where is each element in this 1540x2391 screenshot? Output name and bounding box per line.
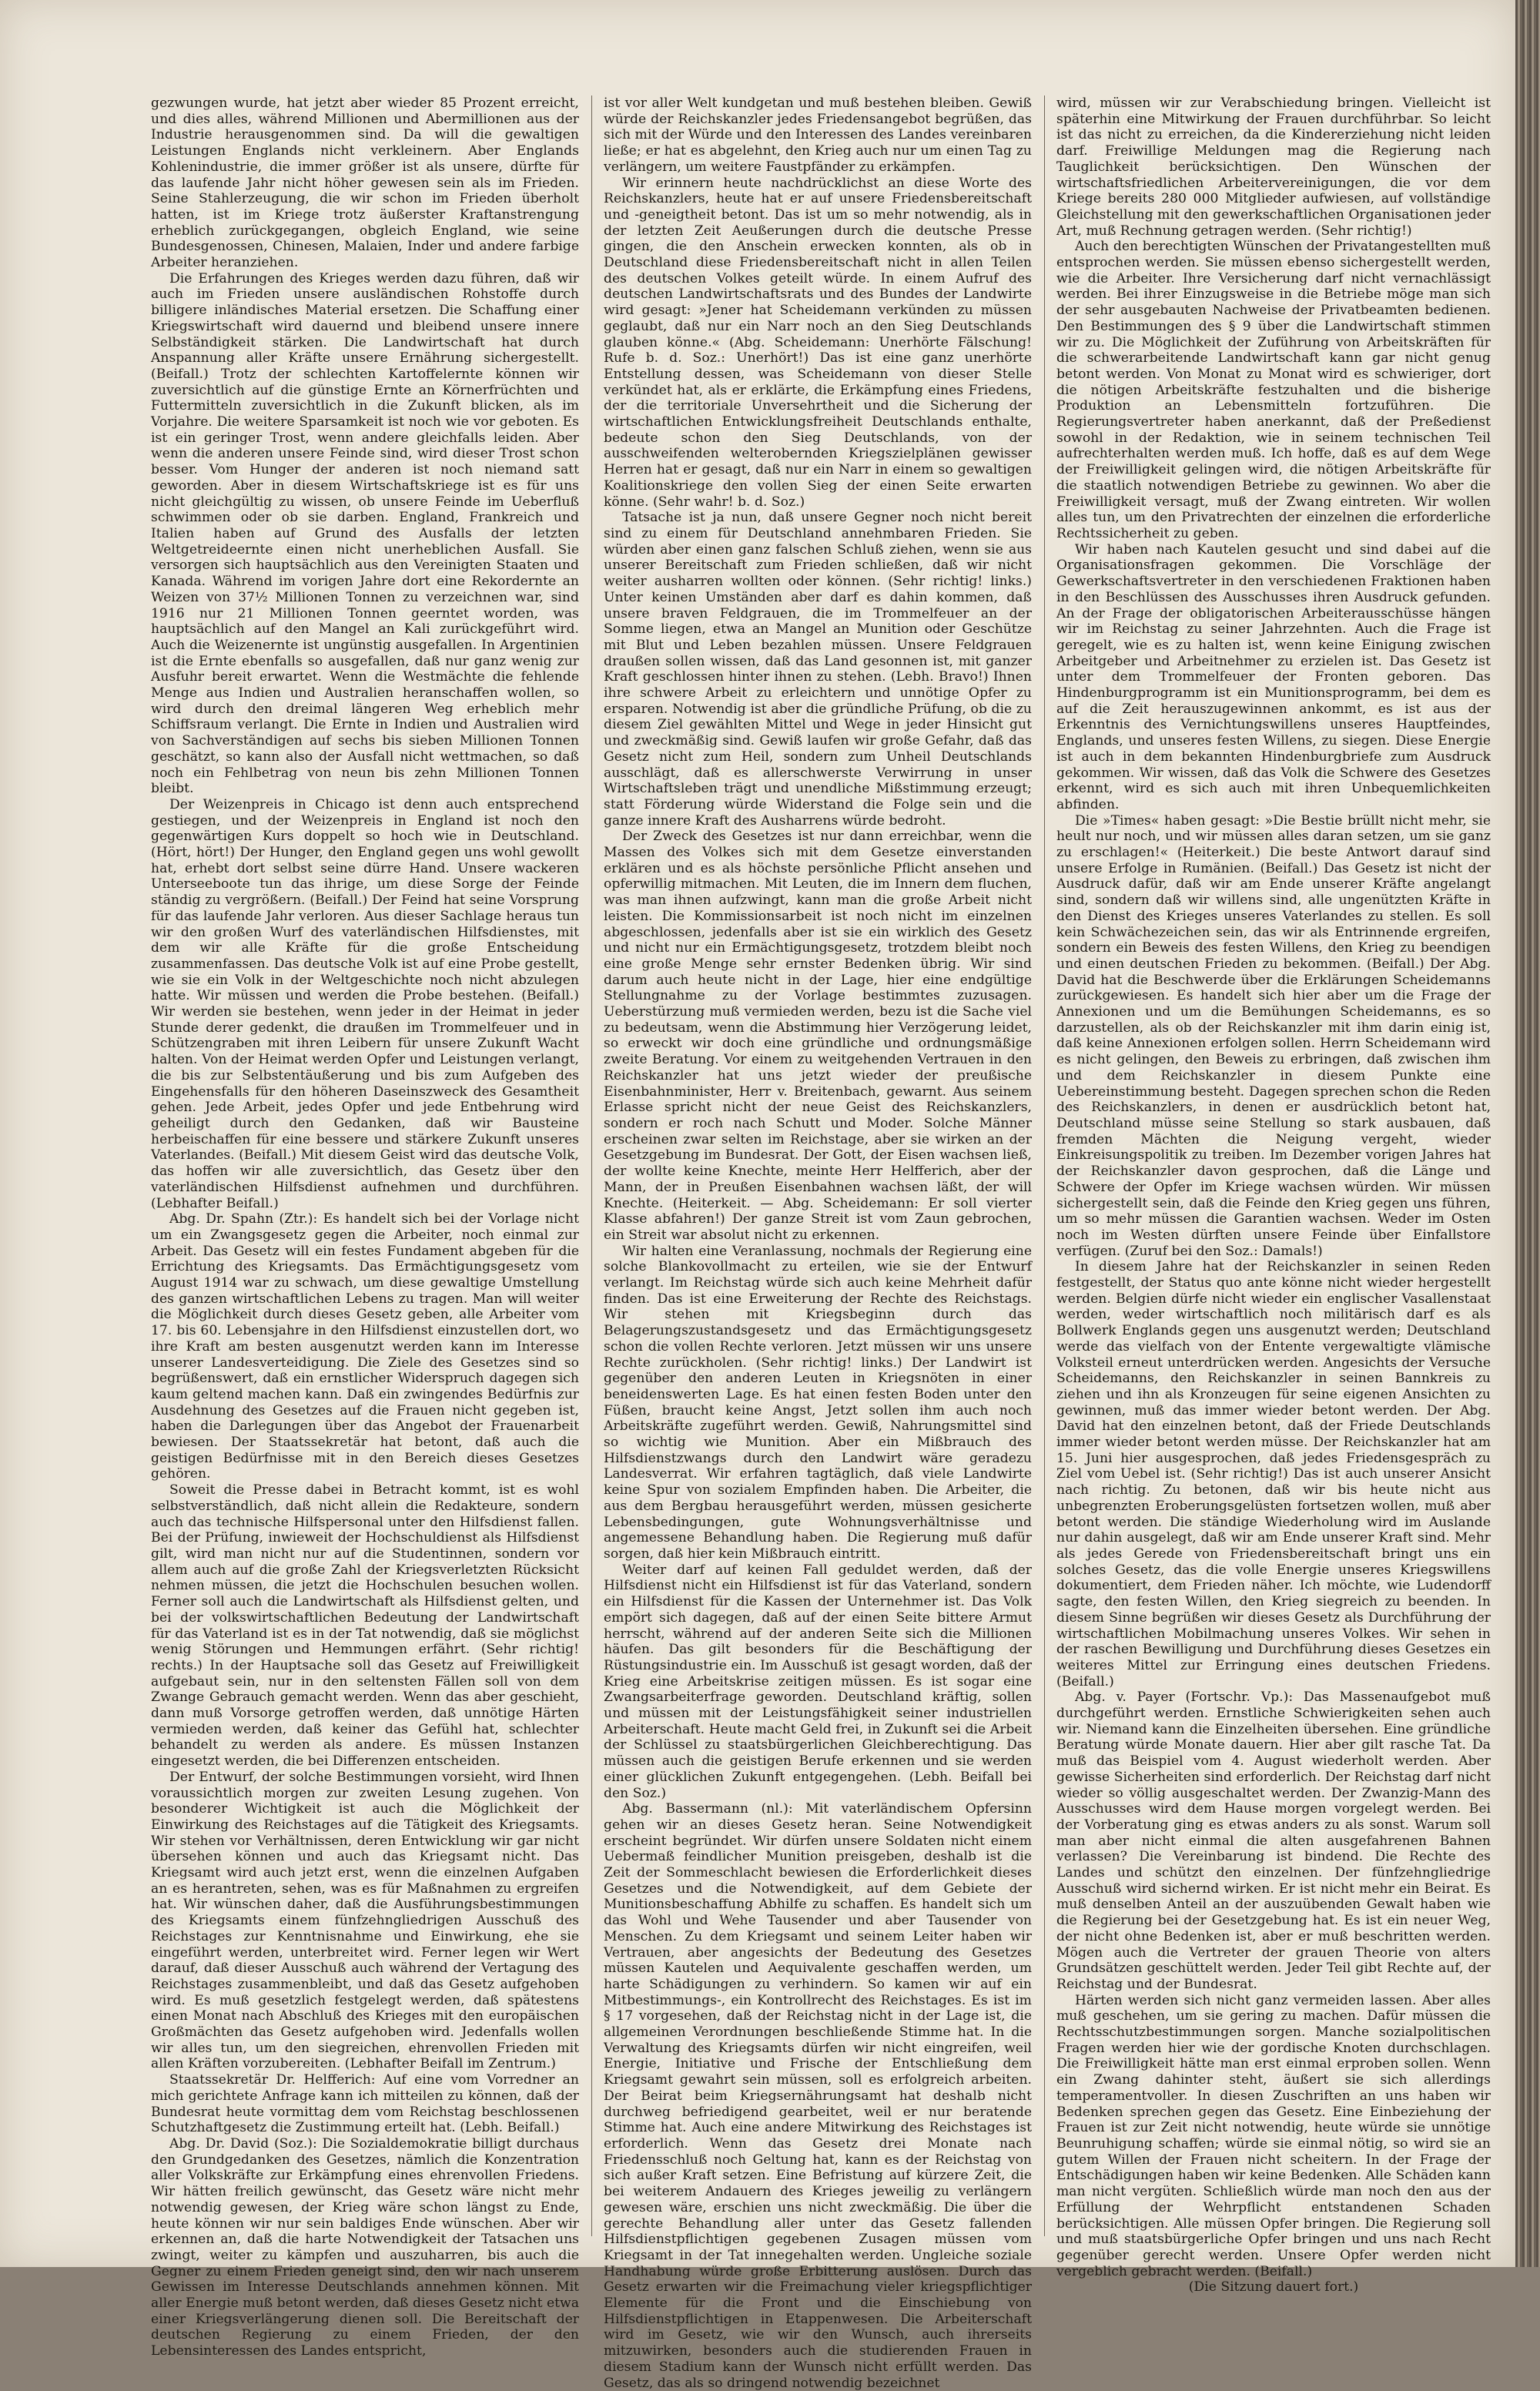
column-2 (604, 95, 1032, 2391)
paragraph: Staatssekretär Dr. Helfferich: Auf eine vom Vorredner an mich gerichtete Anfrage kann ich mitteilen zu können, daß der Bundesrat heute vormittag dem vom Reichstag beschlossenen Schutzhaftgesetz die Zustimmung erteilt hat. (Lebh. Beifall.) (151, 2072, 579, 2136)
paragraph: wird, müssen wir zur Verabschiedung bringen. Vielleicht ist späterhin eine Mitwirkung der Frauen durchführbar. So leicht ist das nicht zu erreichen, da die Kindererziehung nicht leiden darf. Freiwillige Meldungen mag die Regierung nach Tauglichkeit berücksichtigen. Den Wünschen der wirtschaftsfriedlichen Arbeitervereinigungen, die vor dem Kriege bereits 280 000 Mitglieder aufwiesen, auf vollständige Gleichstellung mit den gewerkschaftlichen Organisationen jeder Art, muß Rechnung getragen werden. (Sehr richtig!) (1056, 95, 1491, 239)
paragraph: Der Zweck des Gesetzes ist nur dann erreichbar, wenn die Massen des Volkes sich mit dem Gesetze einverstanden erklären und es als höchste persönliche Pflicht ansehen und opferwillig mitmachen. Mit Leuten, die im Innern dem fluchen, was man ihnen aufzwingt, kann man die große Arbeit nicht leisten. Die Kommissionsarbeit ist noch nicht im einzelnen abgeschlossen, jedenfalls aber ist sie ein wirklich des Gesetz und nicht nur ein Ermächtigungsgesetz, trotzdem bleibt noch eine große Menge sehr ernster Bedenken übrig. Wir sind darum auch heute nicht in der Lage, hier eine endgültige Stellungnahme zu der Vorlage bestimmtes zuzusagen. Ueberstürzung muß vermieden werden, bezu ist die Sache viel zu bedeutsam, wenn die Abstimmung hier Verzögerung leidet, so erweckt wir doch eine gründliche und ordnungsmäßige zweite Beratung. Vor einem zu weitgehenden Vertrauen in den Reichskanzler hat uns jetzt wieder der preußische Eisenbahnminister, Herr v. Breitenbach, gewarnt. Aus seinem Erlasse spricht nicht der neue Geist des Reichskanzlers, sondern er roch nach Schutt und Moder. Solche Männer erscheinen zwar selten im Reichstage, aber sie wirken an der Gesetzgebung im Bundesrat. Der Gott, der Eisen wachsen ließ, der wollte keine Knechte, meinte Herr Helfferich, aber der Mann, der in Preußen Eisenbahnen wachsen läßt, der will Knechte. (Heiterkeit. — Abg. Scheidemann: Er soll vierter Klasse abfahren!) Der ganze Streit ist vom Zaun gebrochen, ein Streit war absolut nicht zu erkennen. (604, 829, 1032, 1243)
column-1 (151, 95, 579, 2359)
paragraph: Weiter darf auf keinen Fall geduldet werden, daß der Hilfsdienst nicht ein Hilfsdienst ist für das Vaterland, sondern ein Hilfsdienst für die Kassen der Unternehmer ist. Das Volk empört sich dagegen, daß auf der einen Seite bittere Armut herrscht, während auf der anderen Seite sich die Millionen häufen. Das gilt besonders für die Beschäftigung der Rüstungsindustrie ein. Im Ausschuß ist gesagt worden, daß der Krieg eine Arbeitskrise zeitigen müssen. Es ist sogar eine Zwangsarbeiterfrage geworden. Deutschland kräftig, sollen und müssen mit der Leistungsfähigkeit seiner industriellen Arbeiterschaft. Heute macht Geld frei, in Zukunft sei die Arbeit der Schlüssel zu staatsbürgerlichen Gleichberechtigung. Das müssen auch die geistigen Berufe erkennen und sie werden einer glücklichen Zukunft entgegengehen. (Lebh. Beifall bei den Soz.) (604, 1562, 1032, 1801)
paragraph: Wir halten eine Veranlassung, nochmals der Regierung eine solche Blankovollmacht zu erteilen, wie sie der Entwurf verlangt. Im Reichstag würde sich auch keine Mehrheit dafür finden. Das ist eine Erweiterung der Rechte des Reichstags. Wir stehen mit Kriegsbeginn durch das Belagerungszustandsgesetz und das Ermächtigungsgesetz schon die vollen Rechte verloren. Jetzt müssen wir uns unsere Rechte zurückholen. (Sehr richtig! links.) Der Landwirt ist gegenüber den anderen Leuten in Kriegsnöten in einer beneidenswerten Lage. Es hat einen festen Boden unter den Füßen, braucht keine Angst, Jetzt sollen ihm auch noch Arbeitskräfte zugeführt werden. Gewiß, Nahrungsmittel sind so wichtig wie Munition. Aber ein Mißbrauch des Hilfsdienstzwangs durch den Landwirt wäre geradezu Landesverrat. Wir erfahren tagtäglich, daß viele Landwirte keine Spur von sozialem Empfinden haben. Die Arbeiter, die aus dem Bergbau herausgeführt werden, müssen gesicherte Lebensbedingungen, gute Wohnungsverhältnisse und angemessene Behandlung haben. Die Regierung muß dafür sorgen, daß hier kein Mißbrauch eintritt. (604, 1243, 1032, 1562)
paragraph: Wir haben nach Kautelen gesucht und sind dabei auf die Organisationsfragen gekommen. Die Vorschläge der Gewerkschaftsvertreter in den verschiedenen Fraktionen haben in den Beschlüssen des Ausschusses ihren Ausdruck gefunden. An der Frage der obligatorischen Arbeiterausschüsse hängen wir im Reichstag zu seiner Jahrzehnten. Auch die Frage ist geregelt, wie es zu halten ist, wenn keine Einigung zwischen Arbeitgeber und Arbeitnehmer zu erzielen ist. Das Gesetz ist unter dem Trommelfeuer der Fronten geboren. Das Hindenburgprogramm ist ein Munitionsprogramm, bei dem es auf die Zeit herauszugewinnen ankommt, es ist aus der Erkenntnis des Vernichtungswillens unseres Hauptfeindes, Englands, und unseres festen Willens, zu siegen. Diese Energie ist auch in dem bekannten Hindenburgbriefe zum Ausdruck gekommen. Wir wissen, daß das Volk die Schwere des Gesetzes erkennt, wird es sich auch mit ihren Unbequemlichkeiten abfinden. (1056, 541, 1491, 812)
paragraph: Tatsache ist ja nun, daß unsere Gegner noch nicht bereit sind zu einem für Deutschland annehmbaren Frieden. Sie würden aber einen ganz falschen Schluß ziehen, wenn sie aus unserer Bereitschaft zum Frieden schließen, daß wir nicht weiter ausharren wollten oder können. (Sehr richtig! links.) Unter keinen Umständen aber darf es dahin kommen, daß unsere braven Feldgrauen, die im Trommelfeuer an der Somme liegen, etwa an Mangel an Munition oder Geschütze mit Blut und Leben bezahlen müssen. Unsere Feldgrauen draußen sollen wissen, daß das Land gesonnen ist, mit ganzer Kraft geschlossen hinter ihnen zu stehen. (Lebh. Bravo!) Ihnen ihre schwere Arbeit zu erleichtern und unnötige Opfer zu ersparen. Notwendig ist aber die gründliche Prüfung, ob die zu diesem Ziel gewählten Mittel und Wege in jeder Hinsicht gut und zweckmäßig sind. Gewiß laufen wir große Gefahr, daß das Gesetz nicht zum Heil, sondern zum Unheil Deutschlands ausschlägt, daß es allerschwerste Verwirrung in unser Wirtschaftsleben trägt und unendliche Mißstimmung erzeugt; statt Förderung würde Widerstand die Folge sein und die ganze innere Kraft des Ausharrens würde bedroht. (604, 510, 1032, 829)
paragraph: Die Erfahrungen des Krieges werden dazu führen, daß wir auch im Frieden unsere ausländischen Rohstoffe durch billigere inländisches Material ersetzen. Die Schaffung einer Kriegswirtschaft wird dauernd und bleibend unsere innere Selbständigkeit stärken. Die Landwirtschaft hat durch Anspannung aller Kräfte unsere Ernährung sichergestellt. (Beifall.) Trotz der schlechten Kartoffelernte können wir zuversichtlich auf die günstige Ernte an Körnerfrüchten und Futtermitteln zuversichtlich in die Zukunft blicken, als im Vorjahre. Die weitere Sparsamkeit ist noch wie vor geboten. Es ist ein geringer Trost, wenn andere gleichfalls leiden. Aber wenn die anderen unsere Feinde sind, wird dieser Trost schon besser. Vom Hunger der anderen ist noch niemand satt geworden. Aber in diesem Wirtschaftskriege ist es für uns nicht gleichgültig zu wissen, ob unsere Feinde im Ueberfluß schwimmen oder ob sie darben. England, Frankreich und Italien haben auf Grund des Ausfalls der letzten Weltgetreideernte einen nicht unerheblichen Ausfall. Sie versorgen sich hauptsächlich aus den Vereinigten Staaten und Kanada. Während im vorigen Jahre dort eine Rekordernte an Weizen von 37½ Millionen Tonnen zu verzeichnen war, sind 1916 nur 21 Millionen Tonnen geerntet worden, was hauptsächlich auf den Mangel an Kali zurückgeführt wird. Auch die Weizenernte ist ungünstig ausgefallen. In Argentinien ist die Ernte ebenfalls so ausgefallen, daß nur ganz wenig zur Ausfuhr bereit erwartet. Wenn die Westmächte die fehlende Menge aus Indien und Australien heranschaffen wollen, so wird durch den dreimal längeren Weg erheblich mehr Schiffsraum verlangt. Die Ernte in Indien und Australien wird von Sachverständigen auf sechs bis sieben Millionen Tonnen geschätzt, so kann also der Ausfall nicht wettmachen, so daß noch ein Fehlbetrag von neun bis zehn Millionen Tonnen bleibt. (151, 270, 579, 797)
paragraph: Soweit die Presse dabei in Betracht kommt, ist es wohl selbstverständlich, daß nicht allein die Redakteure, sondern auch das technische Hilfspersonal unter den Hilfsdienst fallen. Bei der Prüfung, inwieweit der Hochschuldienst als Hilfsdienst gilt, wird man nicht nur auf die Studentinnen, sondern vor allem auch auf die große Zahl der Kriegsverletzten Rücksicht nehmen müssen, die jetzt die Hochschulen besuchen wollen. Ferner soll auch die Landwirtschaft als Hilfsdienst gelten, und bei der volkswirtschaftlichen Bedeutung der Landwirtschaft für das Vaterland ist es in der Tat notwendig, daß sie möglichst wenig Störungen und Hemmungen erfährt. (Sehr richtig! rechts.) In der Hauptsache soll das Gesetz auf Freiwilligkeit aufgebaut sein, nur in den seltensten Fällen soll von dem Zwange Gebrauch gemacht werden. Wenn das aber geschieht, dann muß Vorsorge getroffen werden, daß unnötige Härten vermieden werden, daß keiner das Gefühl hat, schlechter behandelt zu werden als andere. Es müssen Instanzen eingesetzt werden, die bei Differenzen entscheiden. (151, 1482, 579, 1770)
paragraph: Der Entwurf, der solche Bestimmungen vorsieht, wird Ihnen voraussichtlich morgen zur zweiten Lesung zugehen. Von besonderer Wichtigkeit ist auch die Möglichkeit der Einwirkung des Reichstages auf die Tätigkeit des Kriegsamts. Wir stehen vor Verhältnissen, deren Entwicklung wir gar nicht übersehen können und auch das Kriegsamt nicht. Das Kriegsamt wird auch jetzt erst, wenn die einzelnen Aufgaben an es herantreten, sehen, was es für Maßnahmen zu ergreifen hat. Wir wünschen daher, daß die Ausführungsbestimmungen des Kriegsamts einem fünfzehngliedrigen Ausschuß des Reichstages zur Kenntnisnahme und Einwirkung, ehe sie eingeführt werden, unterbreitet wird. Ferner legen wir Wert darauf, daß dieser Ausschuß auch während der Vertagung des Reichstages zusammenbleibt, und daß das Gesetz aufgehoben wird. Es muß gesetzlich festgelegt werden, daß spätestens einen Monat nach Abschluß des Krieges mit den europäischen Großmächten das Gesetz aufgehoben wird. Jedenfalls wollen wir alles tun, um den siegreichen, ehrenvollen Frieden mit allen Kräften vorzubereiten. (Lebhafter Beifall im Zentrum.) (151, 1769, 579, 2072)
paragraph: ist vor aller Welt kundgetan und muß bestehen bleiben. Gewiß würde der Reichskanzler jedes Friedensangebot begrüßen, das sich mit der Würde und den Interessen des Landes vereinbaren ließe; er hat es abgelehnt, den Krieg auch nur um einen Tag zu verlängern, um weitere Faustpfänder zu erkämpfen. (604, 95, 1032, 175)
paragraph: gezwungen wurde, hat jetzt aber wieder 85 Prozent erreicht, und dies alles, während Millionen und Abermillionen aus der Industrie herausgenommen sind. Da will die gewaltigen Leistungen Englands nicht verkleinern. Aber Englands Kohlenindustrie, die immer größer ist als unsere, dürfte für das laufende Jahr nicht höher gewesen sein als im Frieden. Seine Stahlerzeugung, die wir schon im Frieden überholt hatten, ist im Kriege trotz äußerster Kraftanstrengung erheblich zurückgegangen, obgleich England, wie seine Bundesgenossen, Chinesen, Malaien, Inder und andere farbige Arbeiter heranziehen. (151, 95, 579, 271)
paragraph: Abg. Dr. Spahn (Ztr.): Es handelt sich bei der Vorlage nicht um ein Zwangsgesetz gegen die Arbeiter, noch einmal zur Arbeit. Das Gesetz will ein festes Fundament abgeben für die Errichtung des Kriegsamts. Das Ermächtigungsgesetz vom August 1914 war zu schwach, um diese gewaltige Umstellung des ganzen wirtschaftlichen Lebens zu tragen. Man will weiter die Möglichkeit durch dieses Gesetz geben, alle Arbeiter vom 17. bis 60. Lebensjahre in den Hilfsdienst einzustellen dort, wo ihre Kraft am besten ausgenutzt werden kann im Interesse unserer Landesverteidigung. Die Ziele des Gesetzes sind so begrüßenswert, daß ein ernstlicher Widerspruch dagegen sich kaum geltend machen kann. Daß ein zwingendes Bedürfnis zur Ausdehnung des Gesetzes auf die Frauen nicht gegeben ist, haben die Darlegungen über das Angebot der Frauenarbeit bewiesen. Der Staatssekretär hat betont, daß auch die geistigen Bedürfnisse mit in den Bereich dieses Gesetzes gehören. (151, 1211, 579, 1482)
paragraph: Härten werden sich nicht ganz vermeiden lassen. Aber alles muß geschehen, um sie gering zu machen. Dafür müssen die Rechtsschutzbestimmungen sorgen. Manche sozialpolitischen Fragen werden hier wie der gordische Knoten durchschlagen. Die Freiwilligkeit hätte man erst einmal erproben sollen. Wenn ein Zwang dahinter steht, äußert sie sich allerdings temperamentvoller. In diesen Zuschriften an uns haben wir Bedenken sprechen gegen das Gesetz. Eine Einbeziehung der Frauen ist zur Zeit nicht notwendig, heute würde sie unnötige Beunruhigung schaffen; würde sie einmal nötig, so wird sie an gutem Willen der Frauen nicht scheitern. In der Frage der Entschädigungen haben wir keine Bedenken. Alle Schäden kann man nicht vergüten. Schließlich würde man noch den aus der Erfüllung der Wehrpflicht entstandenen Schaden berücksichtigen. Alle müssen Opfer bringen. Die Regierung soll und muß staatsbürgerliche Opfer bringen und uns nach Recht gegenüber gerecht werden. Unsere Opfer werden nicht vergeblich gebracht werden. (Beifall.) (1056, 1992, 1491, 2279)
article-columns (151, 95, 1491, 2391)
paragraph: Abg. v. Payer (Fortschr. Vp.): Das Massenaufgebot muß durchgeführt werden. Ernstliche Schwierigkeiten sehen auch wir. Niemand kann die Einzelheiten übersehen. Eine gründliche Beratung würde Monate dauern. Hier aber gilt rasche Tat. Da muß das Beispiel vom 4. August wiederholt werden. Aber gewisse Sicherheiten sind erforderlich. Der Reichstag darf nicht wieder so völlig ausgeschaltet werden. Der Zwanzig-Mann des Ausschusses wird dem Hause morgen vorgelegt werden. Bei der Vorberatung ging es etwas anders zu als sonst. Warum soll man aber nicht einmal die alten ausgefahrenen Bahnen verlassen? Die Vereinbarung ist bindend. Die Rechte des Landes und schützt den einzelnen. Der fünfzehngliedrige Ausschuß wird sichernd wirken. Er ist nicht mehr ein Beirat. Es muß denselben Anteil an der auszuübenden Gewalt haben wie die Regierung bei der Gesetzgebung hat. Es ist ein neuer Weg, der nicht ohne Bedenken ist, aber er muß beschritten werden. Mögen auch die Vertreter der grauen Theorie von alters Grundsätzen geschüttelt werden. Jeder Teil gibt Rechte auf, der Reichstag und der Bundesrat. (1056, 1689, 1491, 1992)
paragraph: Wir erinnern heute nachdrücklichst an diese Worte des Reichskanzlers, heute hat er auf unsere Friedensbereitschaft und -geneigtheit betont. Das ist um so mehr notwendig, als in der letzten Zeit Aeußerungen durch die deutsche Presse gingen, die den Anschein erwecken konnten, als ob in Deutschland diese Friedensbereitschaft nicht in allen Teilen des deutschen Volkes geteilt würde. In einem Aufruf des deutschen Landwirtschaftsrats und des Bundes der Landwirte wird gesagt: »Jener hat Scheidemann verkünden zu müssen geglaubt, daß nur ein Narr noch an den Sieg Deutschlands glauben könne.« (Abg. Scheidemann: Unerhörte Fälschung! Rufe b. d. Soz.: Unerhört!) Das ist eine ganz unerhörte Entstellung dessen, was Scheidemann von dieser Stelle verkündet hat, als er erklärte, die Erkämpfung eines Friedens, der die territoriale Unversehrtheit und die Sicherung der wirtschaftlichen Entwicklungsfreiheit Deutschlands enthalte, bedeute schon den Sieg Deutschlands, von der ausschweifenden welterobernden Kriegszielplänen gewisser Herren hat er gesagt, daß nur ein Narr in einem so gewaltigen Koalitionskriege den vollen Sieg der einen Seite erwarten könne. (Sehr wahr! b. d. Soz.) (604, 175, 1032, 510)
column-3 (1056, 95, 1491, 2296)
paragraph: Die »Times« haben gesagt: »Die Bestie brüllt nicht mehr, sie heult nur noch, und wir müssen alles daran setzen, um sie ganz zu erschlagen!« (Heiterkeit.) Die beste Antwort darauf sind unsere Erfolge in Rumänien. (Beifall.) Das Gesetz ist nicht der Ausdruck dafür, daß wir am Ende unserer Kräfte angelangt sind, sondern daß wir willens sind, alle ungenützten Kräfte in den Dienst des Krieges unseres Vaterlandes zu stellen. Es soll kein Schwächezeichen sein, das wir als Entrinnende ergreifen, sondern ein Beweis des festen Willens, den Krieg zu beendigen und einen deutschen Frieden zu bekommen. (Beifall.) Der Abg. David hat die Beschwerde über die Erklärungen Scheidemanns zurückgewiesen. Es handelt sich hier aber um die Frage der Annexionen und um die Bemühungen Scheidemanns, es so darzustellen, als ob der Reichskanzler mit ihm darin einig ist, daß keine Annexionen erfolgen sollen. Herrn Scheidemann wird es nicht gelingen, den Beweis zu erbringen, daß zwischen ihm und dem Reichskanzler in diesem Punkte eine Uebereinstimmung besteht. Dagegen sprechen schon die Reden des Reichskanzlers, in denen er ausdrücklich betont hat, Deutschland müsse seine Stellung so stark ausbauen, daß fremden Mächten die Neigung vergeht, wieder Einkreisungspolitik zu treiben. Im Dezember vorigen Jahres hat der Reichskanzler davon gesprochen, daß die Länge und Schwere der Opfer im Kriege wachsen würden. Wir müssen sichergestellt sein, daß die Feinde den Krieg gegen uns führen, um so mehr müssen die Garantien wachsen. Weder im Osten noch im Westen dürften unsere Feinde über Einfallstore verfügen. (Zuruf bei den Soz.: Damals!) (1056, 812, 1491, 1259)
page-edge (1515, 0, 1540, 2267)
paragraph: Auch den berechtigten Wünschen der Privatangestellten muß entsprochen werden. Sie müssen ebenso sichergestellt werden, wie die Arbeiter. Ihre Versicherung darf nicht vernachlässigt werden. Bei ihrer Einzugsweise in die Betriebe möge man sich der sehr ausgebauten Nachweise der Privatbeamten bedienen. Den Bestimmungen des § 9 über die Landwirtschaft stimmen wir zu. Die Möglichkeit der Zuführung von Arbeitskräften für die schwerarbeitende Landwirtschaft kann gar nicht genug betont werden. Von Monat zu Monat wird es schwieriger, dort die nötigen Arbeitskräfte festzuhalten und die bisherige Produktion an Lebensmitteln fortzuführen. Die Regierungsvertreter haben anerkannt, daß der Preßedienst sowohl in der Redaktion, wie in seinem technischen Teil aufrechterhalten werden muß. Ich hoffe, daß es auf dem Wege der Freiwilligkeit gelingen wird, die nötigen Arbeitskräfte für die staatlich notwendigen Betriebe zu gewinnen. Wo aber die Freiwilligkeit versagt, muß der Zwang eintreten. Wir wollen alles tun, um den Privatrechten der einzelnen die erforderliche Rechtssicherheit zu geben. (1056, 239, 1491, 541)
paragraph: Abg. Bassermann (nl.): Mit vaterländischem Opfersinn gehen wir an dieses Gesetz heran. Seine Notwendigkeit erscheint begründet. Wir dürfen unsere Soldaten nicht einem Uebermaß feindlicher Munition preisgeben, deshalb ist die Zeit der Sommeschlacht bewiesen die Erforderlichkeit dieses Gesetzes und die Notwendigkeit, auf dem Gebiete der Munitionsbeschaffung Abhilfe zu schaffen. Es handelt sich um das Wohl und Wehe Tausender und aber Tausender von Menschen. Zu dem Kriegsamt und seinem Leiter haben wir Vertrauen, aber angesichts der Bedeutung des Gesetzes müssen Kautelen und Aequivalente geschaffen werden, um harte Schädigungen zu verhindern. So kamen wir auf ein Mitbestimmungs-, ein Kontrollrecht des Reichstages. Es ist im § 17 vorgesehen, daß der Reichstag nicht in der Lage ist, die allgemeinen Verordnungen beschließende Stimme hat. In die Verwaltung des Kriegsamts dürfen wir nicht eingreifen, weil Energie, Initiative und Frische der Entschließung dem Kriegsamt gewahrt sein müssen, soll es erfolgreich arbeiten. Der Beirat beim Kriegsernährungsamt hat deshalb nicht durchweg befriedigend gearbeitet, weil er nur beratende Stimme hat. Auch eine andere Mitwirkung des Reichstages ist erforderlich. Wenn das Gesetz drei Monate nach Friedensschluß noch Geltung hat, kann es der Reichstag von sich außer Kraft setzen. Eine Befristung auf kürzere Zeit, die bei weiterem Andauern des Krieges jeweilig zu verlängern gewesen wäre, erschien uns nicht zweckmäßig. Die über die gerechte Behandlung aller unter das Gesetz fallenden Hilfsdienstpflichtigen gegebenen Zusagen müssen vom Kriegsamt in der Tat innegehalten werden. Ungleiche soziale Handhabung würde große Erbitterung auslösen. Durch das Gesetz erwarten wir die Freimachung vieler kriegspflichtiger Elemente für die Front und die Einschiebung von Hilfsdienstpflichtigen in Etappenwesen. Die Arbeiterschaft wird im Gesetz, wie wir den Wunsch, auch ihrerseits mitzuwirken, besonders auch die studierenden Frauen in diesem Stadium kann der Wunsch nicht erfüllt werden. Das Gesetz, das als so dringend notwendig bezeichnet (604, 1801, 1032, 2391)
paragraph: Abg. Dr. David (Soz.): Die Sozialdemokratie billigt durchaus den Grundgedanken des Gesetzes, nämlich die Konzentration aller Volkskräfte zur Erkämpfung eines ehrenvollen Friedens. Wir hätten freilich gewünscht, das Gesetz wäre nicht mehr notwendig gewesen, der Krieg wäre schon längst zu Ende, heute können wir nur sein baldiges Ende wünschen. Aber wir erkennen an, daß die harte Notwendigkeit der Tatsachen uns zwingt, weiter zu kämpfen und auszuharren, bis auch die Gegner zu einem Frieden geneigt sind, den wir nach unserem Gewissen im Interesse Deutschlands annehmen können. Mit aller Energie muß betont werden, daß dieses Gesetz nicht etwa einer Kriegsverlängerung dienen soll. Die Bereitschaft der deutschen Regierung zu einem Frieden, der den Lebensinteressen des Landes entspricht, (151, 2136, 579, 2359)
session-continues-note: (Die Sitzung dauert fort.) (1188, 2279, 1359, 2296)
paragraph: Der Weizenpreis in Chicago ist denn auch entsprechend gestiegen, und der Weizenpreis in England ist noch den gegenwärtigen Kurs doppelt so hoch wie in Deutschland. (Hört, hört!) Der Hunger, den England gegen uns wohl gewollt hat, erhebt dort selbst seine dürre Hand. Unsere wackeren Unterseeboote tun das ihrige, um diese Sorge der Feinde ständig zu vergrößern. (Beifall.) Der Feind hat seine Vorsprung für das laufende Jahr verloren. Aus dieser Sachlage heraus tun wir den großen Wurf des vaterländischen Hilfsdienstes, mit dem wir alle Kräfte für die große Entscheidung zusammenfassen. Das deutsche Volk ist auf eine Probe gestellt, wie sie ein Volk in der Weltgeschichte noch nicht abzulegen hatte. Wir müssen und werden die Probe bestehen. (Beifall.) Wir werden sie bestehen, wenn jeder in der Heimat in jeder Stunde derer gedenkt, die draußen im Trommelfeuer und in Schützengraben mit ihren Leibern für unsere Zukunft Wacht halten. Von der Heimat werden Opfer und Leistungen verlangt, die bis zur Selbstentäußerung und bis zum Aufgeben des Eingehensfalls für den höheren Daseinszweck des Gesamtheit gehen. Jede Arbeit, jedes Opfer und jede Entbehrung wird geheiligt durch den Gedanken, daß wir Bausteine herbeischaffen für eine bessere und stärkere Zukunft unseres Vaterlandes. (Beifall.) Mit diesem Geist wird das deutsche Volk, das hoffen wir alle zuversichtlich, das Gesetz über den vaterländischen Hilfsdienst aufnehmen und durchführen. (Lebhafter Beifall.) (151, 796, 579, 1211)
paragraph: In diesem Jahre hat der Reichskanzler in seinen Reden festgestellt, der Status quo ante könne nicht wieder hergestellt werden. Belgien dürfe nicht wieder ein englischer Vasallenstaat werden, weder wirtschaftlich noch militärisch darf es als Bollwerk Englands gegen uns ausgenutzt werden; Deutschland werde das vielfach von der Entente vergewaltigte vlämische Volksteil erneut unterdrücken werden. Angesichts der Versuche Scheidemanns, den Reichskanzler in seinen Bannkreis zu ziehen und ihn als Kronzeugen für seine eigenen Ansichten zu gewinnen, muß das immer wieder betont werden. Der Abg. David hat den einzelnen betont, daß der Friede Deutschlands immer wieder betont werden müsse. Der Reichskanzler hat am 15. Juni hier ausgesprochen, daß jedes Friedensgespräch zu Ziel vom Uebel ist. (Sehr richtig!) Das ist auch unserer Ansicht nach richtig. Zu betonen, daß wir bis heute nicht aus unbegrenzten Eroberungsgelüsten fortsetzen wollen, muß aber betont werden. Die ständige Wiederholung wird im Auslande nur dahin ausgelegt, daß wir am Ende unserer Kraft sind. Mehr als jedes Gerede von Friedensbereitschaft bringt uns ein solches Gesetz, das die volle Energie unseres Kriegswillens dokumentiert, dem Frieden näher. Ich möchte, wie Ludendorff sagte, den festen Willen, den Krieg siegreich zu beenden. In diesem Sinne begrüßen wir dieses Gesetz als Durchführung der wirtschaftlichen Mobilmachung unseres Volkes. Wir sehen in der raschen Bewilligung und Durchführung dieses Gesetzes ein weiteres Mittel zur Erringung eines deutschen Friedens. (Beifall.) (1056, 1259, 1491, 1689)
